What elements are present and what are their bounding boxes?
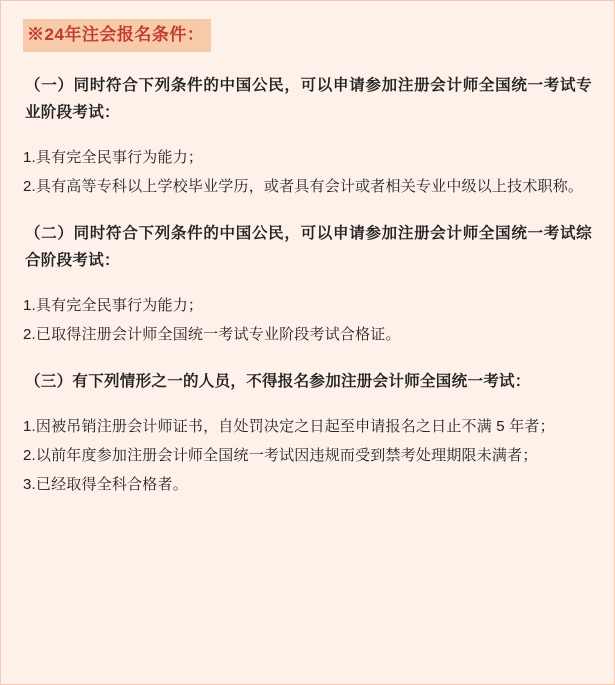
list-item: 1.具有完全民事行为能力； <box>23 148 204 166</box>
list-item: 1.因被吊销注册会计师证书，自处罚决定之日起至申请报名之日止不满 5 年者； <box>23 418 555 436</box>
list-item: 1.具有完全民事行为能力； <box>23 297 204 314</box>
list-item: 3.已经取得全科合格者。 <box>23 476 188 494</box>
section-one <box>23 72 592 200</box>
page-title: ※24年注会报名条件： <box>23 19 211 52</box>
section-one-items <box>23 144 592 200</box>
section-two-items <box>23 292 592 348</box>
section-one-heading: （一）同时符合下列条件的中国公民，可以申请参加注册会计师全国统一考试专业阶段考试： <box>25 76 592 121</box>
list-item: 2.具有高等专科以上学校毕业学历，或者具有会计或者相关专业中级以上技术职称。 <box>23 177 584 195</box>
section-two-heading: （二）同时符合下列条件的中国公民，可以申请参加注册会计师全国统一考试综合阶段考试： <box>25 224 592 269</box>
section-three-items <box>23 413 592 498</box>
section-three-heading: （三）有下列情形之一的人员，不得报名参加注册会计师全国统一考试： <box>25 373 531 390</box>
list-item: 2.已取得注册会计师全国统一考试专业阶段考试合格证。 <box>23 326 401 343</box>
title-container <box>23 1 592 58</box>
list-item: 2.以前年度参加注册会计师全国统一考试因违规而受到禁考处理期限未满者； <box>23 447 538 465</box>
section-two <box>23 220 592 348</box>
section-three <box>23 368 592 498</box>
